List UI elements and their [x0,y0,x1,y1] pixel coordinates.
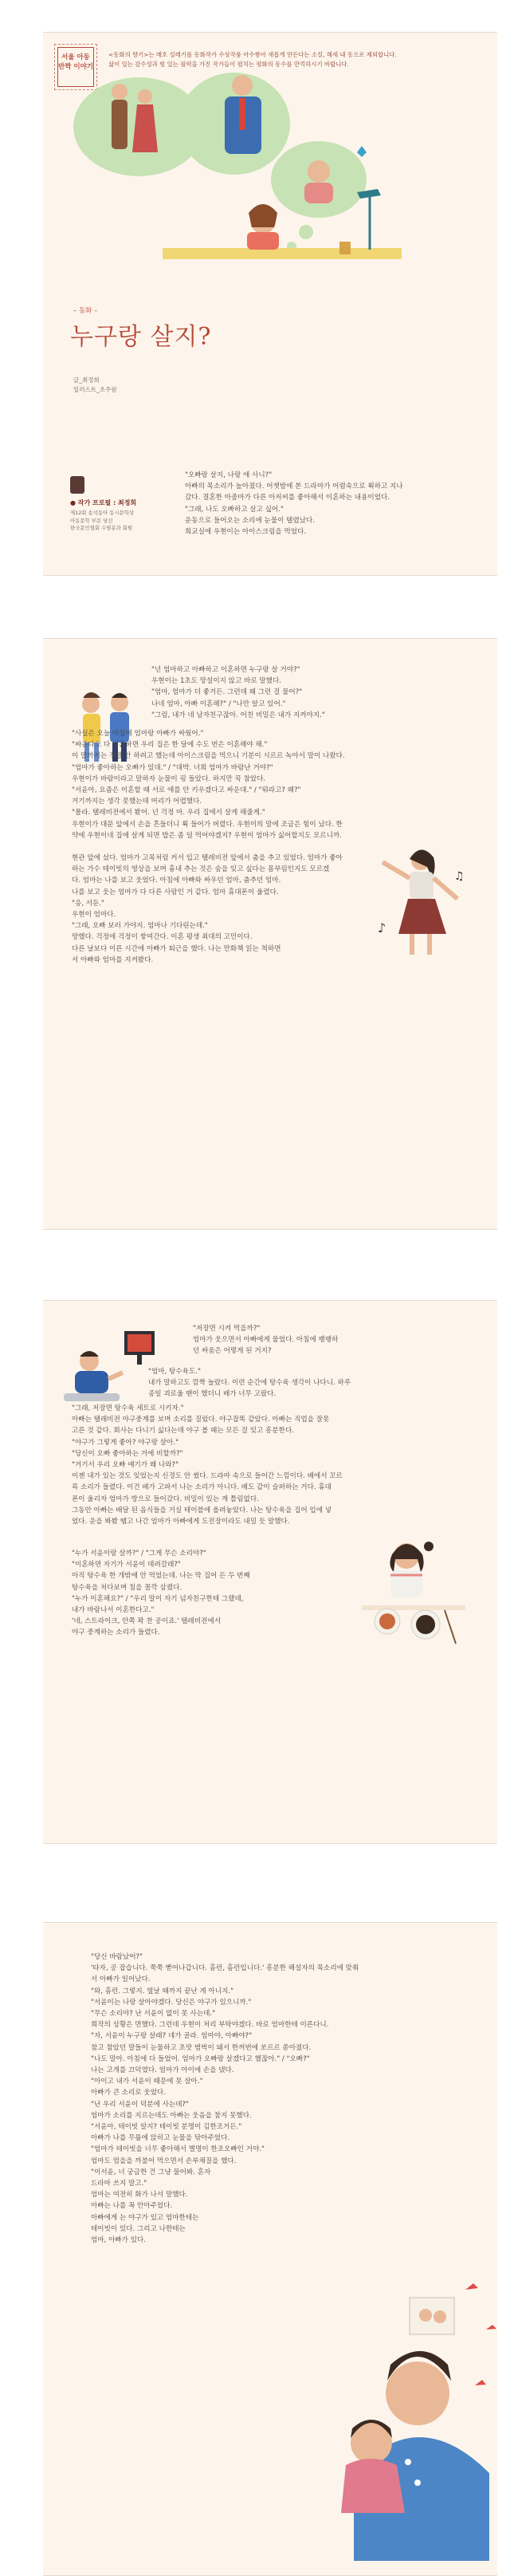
page2-dialogue-1: "넌 엄마하고 아빠하고 이혼하면 누구랑 살 거야?" 우현이는 1초도 망설이지 않고 바로 말했다. "엄마, 엄마가 더 좋거든. 그런데 왜 그런 걸 물어?" 나네 엄마, 아빠 이혼해?" / "나만 알고 있어." "그럼, 내가 네 남자친구잖아. 어친 비밀은 내가 지켜야지." [151,666,325,719]
author-profile [70,476,174,533]
story-page-3 [43,1300,497,1844]
page4-paragraph: "당신 바람났어?" '타자, 공 잡습니다. 쭉쭉 뻗어나갑니다. 홈런, 홈런입니다.' 흥분한 해설자의 목소리에 맞춰 서 아빠가 일어났다. "와, 홈런. 그렇지. 옆날 때까지 끝난 게 아니지." "서윤이는 나랑 살아야겠다. 당신은 야구가 있으니까." "무슨 소리야? 난 서윤이 없이 못 사는데." 희작의 상황은 면했다. 그런데 우현이 처리 부탁야겠다. 바로 엄마한테 이른다니. "자, 서윤이 누구랑 살래? 네가 골라. 엄마야, 아빠야?" 참고 참았던 말들이 눈물하고 초맛 범벅이 돼서 한꺼번에 쏘르르 쏟아졌다. "나도 말아. 아침에 다 들었어. 엄마가 오빠랑 살겠다고 했잖아." / "오빠?" 나는 고개를 끄덕였다. 엄마가 아이에 손을 댔다. "아이고 내가 서윤이 때문에 못 살아." 아빠가 큰 소리로 웃었다. "난 우리 서윤이 덕분에 사는데?" 엄마가 소리를 지르는데도 아빠는 웃음을 참지 못했다. "서윤아, 테이빗 알지? 테이빗 분명이 김한조거든." 아빠가 나를 무릎에 앉히고 눈물을 닦아주었다. "엄마가 테이빗을 너무 좋아해서 별명이 한조오빠인 거야." 엄마도 멈을을 까불어 먹으면서 손부채질을 했다. "이서윤, 너 궁금한 건 그냥 물어봐. 혼자 드라마 쓰지 말고." 엄마는 여전히 화가 나서 말했다. 아빠는 나를 꼭 안아주었다. 아빠에게 는 야구가 있고 엄마한테는 테이빗이 있다. 그리고 나한테는 엄마, 아빠가 있다. [91,1953,359,2245]
page3-paragraph-3: "그래, 저장면 탕수육 세트로 시키자." 아빠는 텔레비전 야구중계를 보며 소리를 질렀다. 야구잡똑 같았다. 아빠는 직업을 잘못 고른 것 같다. 회사는 다니기 싫다는데 야구 볼 때는 모든 걸 잊고 흥분한다. "야구가 그렇게 좋아? 야구랑 살아." "당신이 오빠 좋아하는 거에 비할까?" "거기서 우리 오빠 얘기가 왜 나와?" 이젠 내가 있는 것도 잊었는지 신경도 안 썼다. 드라마 속으로 들어간 느낌이다. 배에서 꼬르 륵 소리가 들렸다. 이건 배가 고파서 나는 소리가 아니다. 배도 같이 슬퍼하는 거다. 휴대 폰이 울리자 엄마가 방으로 들어갔다. 비밀이 있는 게 틀림없다. 그동안 아빠는 배달 된 음식들을 거실 테이블에 올려놓았다. 나는 탕수육을 집어 입에 넣 었다. 운을 봐봤 땜고 나간 엄마가 아빠에게 도전장이라도 내밀 듯 말했다. [72,1404,343,1526]
story-page-4 [43,1922,497,2576]
story-page-1 [43,32,497,576]
author-description: 제12회 송석동아 동시문학상 아동문학 부문 당선 한국문인협회 수필분과 회원 [70,510,135,531]
story-credit: 글_최정희 일러스트_조주원 [73,376,117,393]
svg-text:♫: ♫ [454,870,465,883]
page2-paragraph-2: "사실은 오늘 아침에 엄마랑 아빠가 싸웠어." "싸운다고 다 이혼하면 우리 집은 한 달에 수도 번은 이혼해야 해." 이 말까지는 정말 안 하려고 했는데 아이스크림을 먹으니 기분이 시르르 녹아서 말이 나왔다. "엄마가 좋아하는 오빠가 있대." / "대박. 너희 엄마가 바람난 거야?" 우현이가 바람이라고 말하자 눈물이 핑 돌았다. 하지만 꾹 참았다. "서윤아, 요즘은 이혼할 때 서로 애를 안 키우겠다고 싸운대." / "뭐라고? 왜?" 거기까지는 생각 못했는데 머리가 어렵했다. "몰라. 텔레비전에서 봤어. 넌 걱정 마. 우리 집에서 살게 해줄게." 우현이가 대문 앞에서 손을 흔들더니 휙 들어가 버렸다. 우현이의 말에 조금은 힘이 났다. 한 약에 우현이네 집에 살게 되면 밥은 좀 덜 먹어야겠지? 우현이 엄마가 싫어할지도 모르니까. [72,730,345,840]
page3-paragraph-2: "엄마, 탕수육도." 내가 말하고도 깜짝 놀랐다. 이런 순간에 탕수육 생각이 나다니. 하루 종일 괴로울 땐이 했더니 배가 너무 고팠다. [148,1368,351,1399]
family-hug-illustration [298,2274,497,2561]
page3-paragraph-4: "누가 서윤이랑 살까?" / "그게 무슨 소리야?" "이혼하면 자기가 서윤이 데려갈래?" 아직 탕수육 한 개밖에 안 먹었는데. 나는 막 집어 든 두 번째 탕수육을 처다보며 침을 꼴깍 삼켰다. "누가 이혼해요?" / "우리 말이 자기 넘자친구한테 그랬데, 내가 바람나서 이혼한다고." '네, 스트라이크, 안쪽 꽉 찬 공이죠.' 텔레비전에서 야구 중계하는 소리가 들렸다. [72,1550,250,1637]
page2-paragraph-3: 현관 앞에 섰다. 엄마가 고목처럼 커서 입고 텔레비전 앞에서 춤을 추고 있었다. 엄마가 좋아 하는 가수 테이빗의 영상을 보며 흉내 추는 것은 숨을 잊고 싶다는 몸부림인지도 모르겠 다. 엄마는 나를 보고 웃었다. 아침에 아빠와 싸우던 엄마, 춤추던 엄마. 나를 보고 웃는 엄마가 다 다른 사람인 거 같다. 엄마 휴대폰이 울렸다. "응, 서둔." 우현이 엄마다. "그래, 오빠 보러 가야지. 엄마나 기다린는데." 망했다. 걱정에 걱정이 쌓여간다. 이혼 평생 최대의 고민이다. 다른 날보다 이른 시간에 아빠가 퇴근을 했다. 나는 만화책 읽는 척하면 서 아빠와 엄마를 지켜봤다. [72,854,343,964]
author-photo [70,476,84,494]
section-stamp: 서울 아동 반짝 이야기 [57,47,94,87]
story-page-2 [43,638,497,1230]
dancing-mom-illustration [378,843,465,963]
section-intro: <동화의 향기>는 매호 설레기를 동화작가 수상작품 아수쌓아 새롭게 만든다는 소설, 해세 내 동으로 제외합니다. 삶이 있는 감수성과 힘 있는 필력을 가진 작가들이 펼치는 평화의 동수를 만끽하시기 바랍니다. [108,51,397,68]
author-name: ● 작가 프로필 : 최정희 [70,499,137,506]
story-illustration [43,33,497,288]
page3-dialogue-1: "저장면 시켜 먹을까?" 엄마가 웃으면서 아빠에게 물었다. 아침에 팽팽하 던 싸움은 어떻게 된 거지? [193,1325,339,1356]
svg-text:♪: ♪ [378,920,386,935]
story-kicker: – 동화 – [73,307,98,315]
story-paragraph: "오빠랑 살지, 나랑 애 사니?" 아빠의 목소리가 높아졌다. 어젯밤에 본 드라마가 어렴속으로 휙하고 지나 갔다. 결혼한 아줌마가 다른 아저씨를 좋아해서 이혼하는 내용이었다. "그래, 나도 오빠하고 살고 싶어." 운동으로 들어오는 소리에 눈물이 텔렸났다. 희교실에 우현이는 아이스크림을 먹었다. [185,471,403,537]
story-title: 누구랑 살지? [70,323,212,351]
girl-eating-illustration [362,1532,465,1652]
